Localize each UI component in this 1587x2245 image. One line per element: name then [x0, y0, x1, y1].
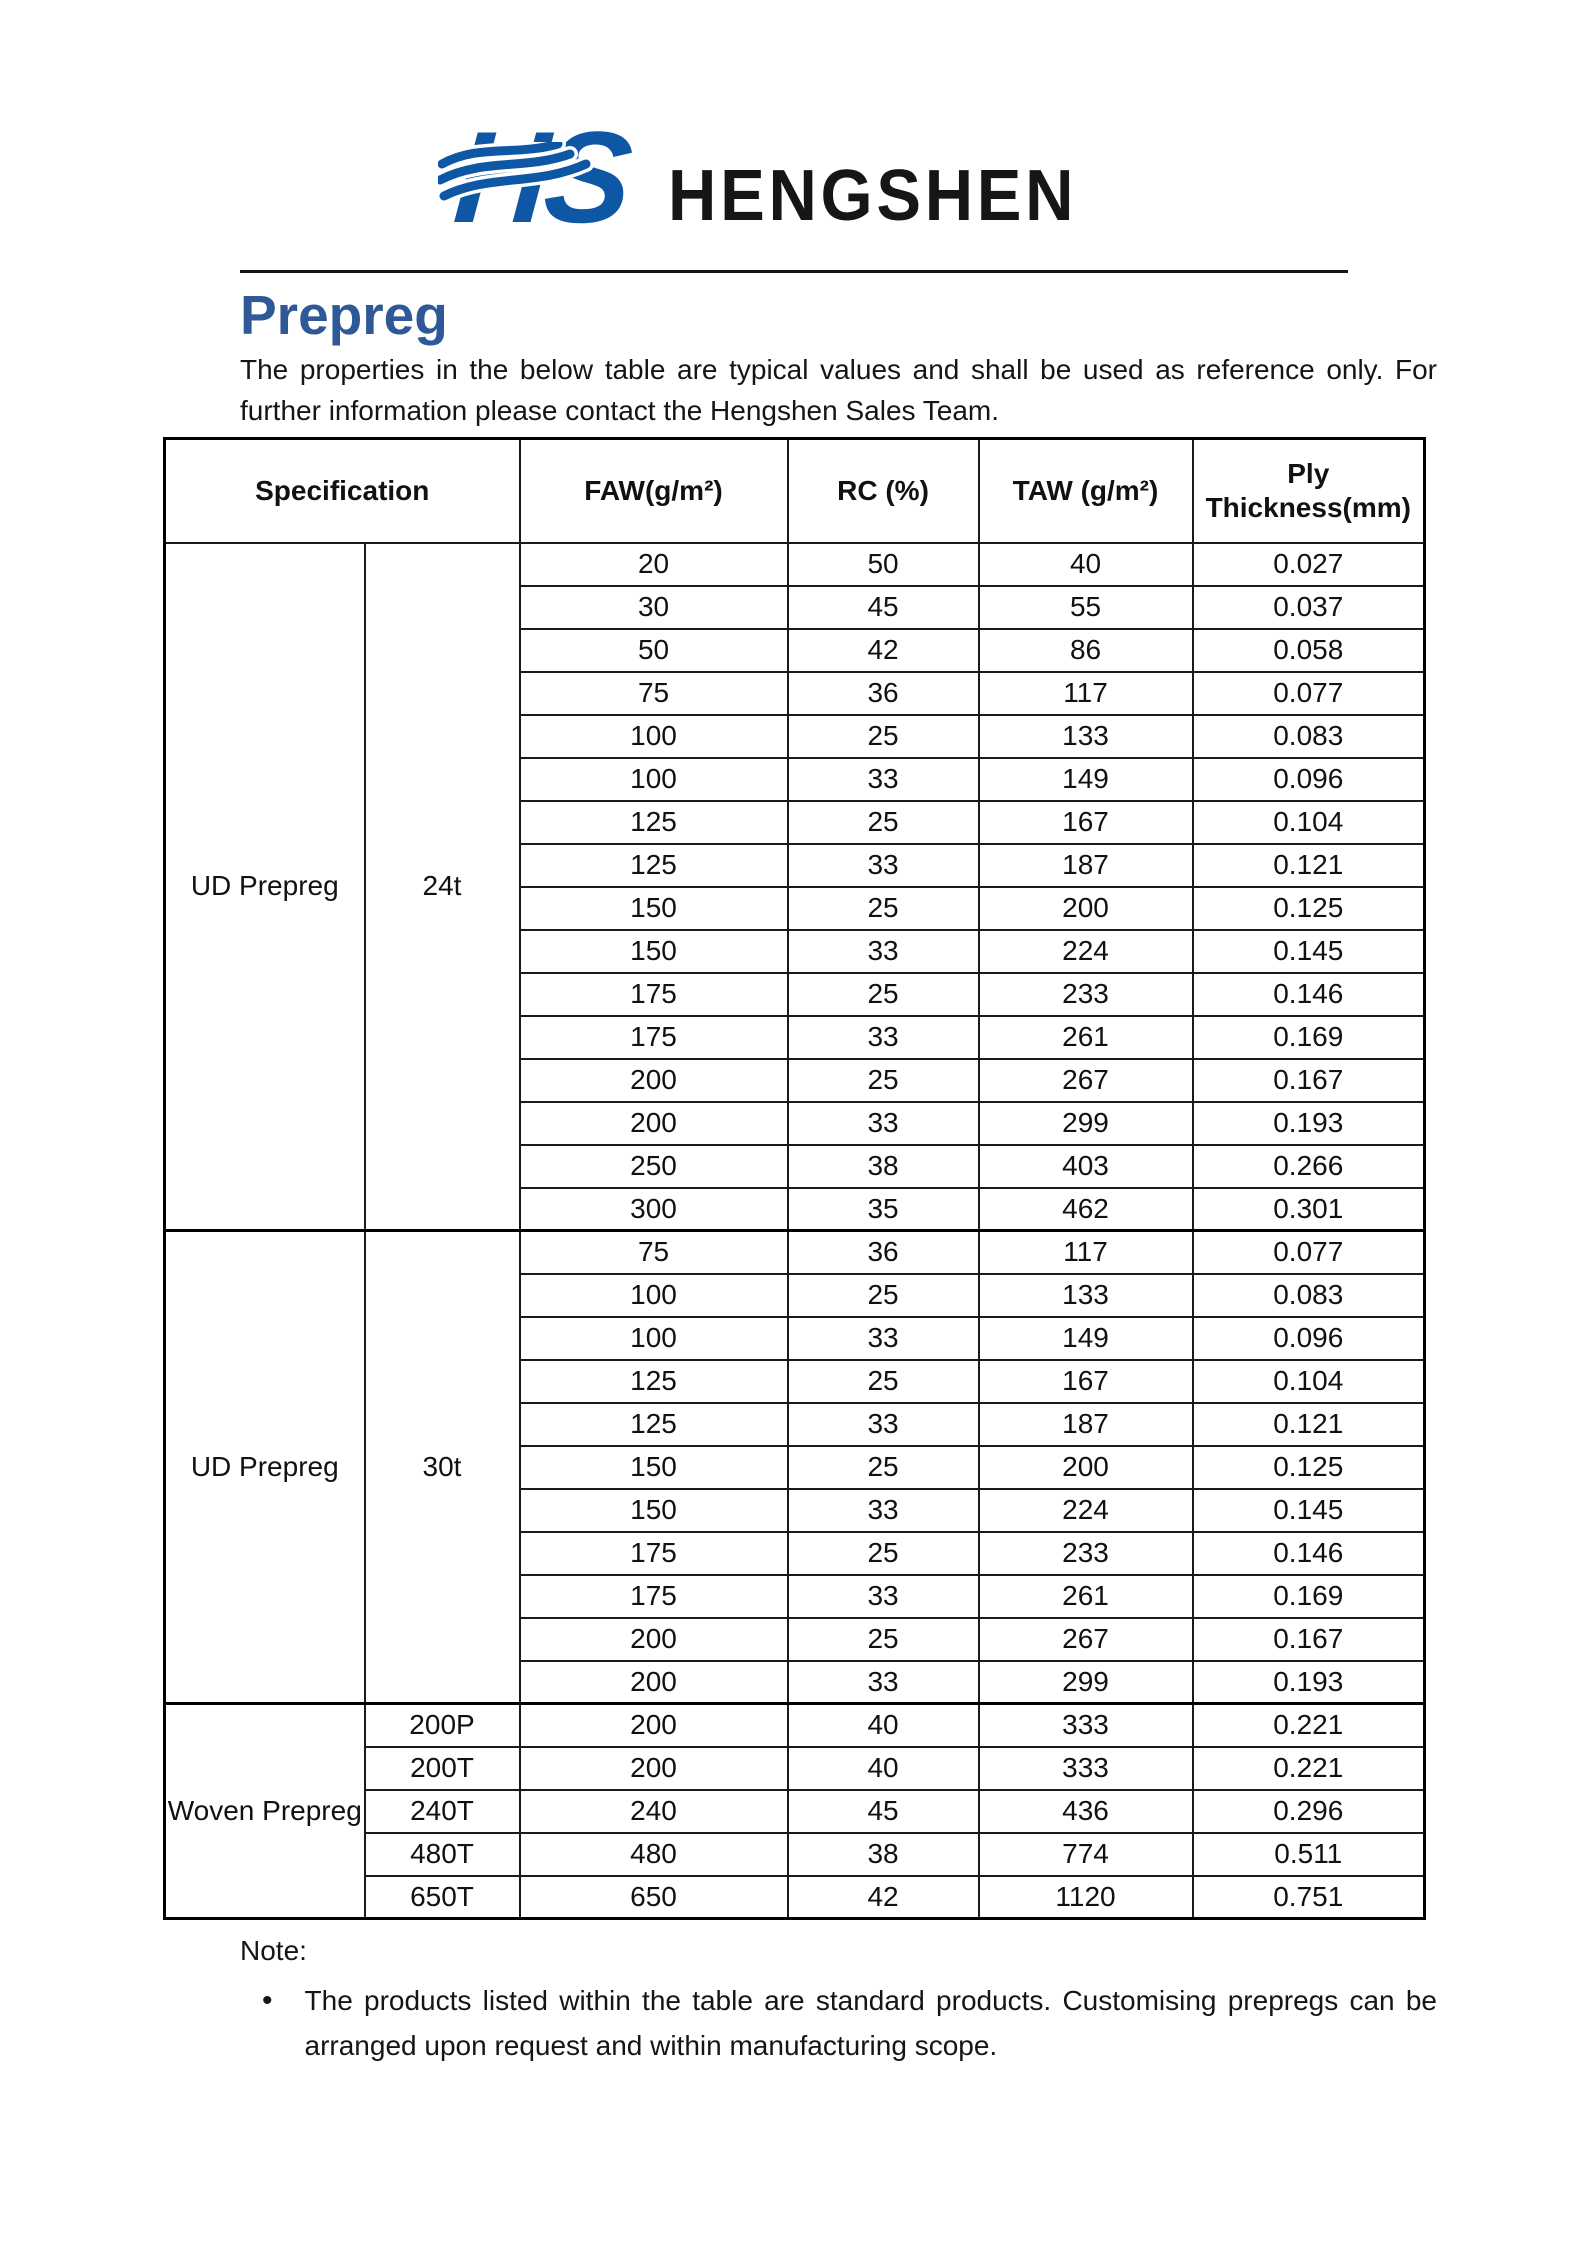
faw-cell: 200: [520, 1618, 788, 1661]
faw-cell: 75: [520, 1231, 788, 1274]
wave-swoosh-icon: [438, 142, 608, 202]
type-cell: 480T: [365, 1833, 520, 1876]
taw-cell: 167: [979, 1360, 1193, 1403]
rc-cell: 36: [788, 1231, 979, 1274]
faw-cell: 150: [520, 930, 788, 973]
rc-cell: 33: [788, 1403, 979, 1446]
taw-cell: 1120: [979, 1876, 1193, 1919]
ply-thickness-cell: 0.104: [1193, 1360, 1425, 1403]
rc-cell: 33: [788, 930, 979, 973]
faw-cell: 480: [520, 1833, 788, 1876]
taw-cell: 133: [979, 1274, 1193, 1317]
faw-cell: 100: [520, 715, 788, 758]
faw-cell: 150: [520, 887, 788, 930]
category-cell: UD Prepreg: [165, 1231, 365, 1704]
taw-cell: 149: [979, 758, 1193, 801]
ply-thickness-cell: 0.296: [1193, 1790, 1425, 1833]
rc-cell: 45: [788, 586, 979, 629]
faw-cell: 650: [520, 1876, 788, 1919]
faw-cell: 175: [520, 1532, 788, 1575]
rc-cell: 36: [788, 672, 979, 715]
taw-cell: 267: [979, 1059, 1193, 1102]
taw-cell: 40: [979, 543, 1193, 586]
column-header-ply: [1193, 439, 1425, 543]
ply-thickness-cell: 0.169: [1193, 1016, 1425, 1059]
taw-cell: 117: [979, 1231, 1193, 1274]
ply-thickness-cell: 0.145: [1193, 1489, 1425, 1532]
rc-cell: 42: [788, 629, 979, 672]
ply-thickness-cell: 0.027: [1193, 543, 1425, 586]
logo-wordmark: HENGSHEN: [668, 156, 1078, 236]
ply-thickness-cell: 0.221: [1193, 1704, 1425, 1747]
grade-cell: 30t: [365, 1231, 520, 1704]
type-cell: 200T: [365, 1747, 520, 1790]
rc-cell: 33: [788, 1661, 979, 1704]
faw-cell: 30: [520, 586, 788, 629]
rc-cell: 50: [788, 543, 979, 586]
header-rule: [240, 270, 1348, 273]
ply-thickness-cell: 0.146: [1193, 973, 1425, 1016]
ply-thickness-cell: 0.301: [1193, 1188, 1425, 1231]
taw-cell: 200: [979, 1446, 1193, 1489]
rc-cell: 25: [788, 1360, 979, 1403]
rc-cell: 25: [788, 801, 979, 844]
faw-cell: 200: [520, 1661, 788, 1704]
taw-cell: 55: [979, 586, 1193, 629]
faw-cell: 200: [520, 1747, 788, 1790]
taw-cell: 224: [979, 1489, 1193, 1532]
intro-line: further information please contact the Hengshen Sales Team.: [240, 395, 1000, 426]
ply-thickness-cell: 0.145: [1193, 930, 1425, 973]
faw-cell: 20: [520, 543, 788, 586]
taw-cell: 462: [979, 1188, 1193, 1231]
type-cell: 240T: [365, 1790, 520, 1833]
taw-cell: 167: [979, 801, 1193, 844]
taw-cell: 774: [979, 1833, 1193, 1876]
rc-cell: 25: [788, 1446, 979, 1489]
rc-cell: 33: [788, 844, 979, 887]
note-bullet-text: [305, 1978, 1437, 2068]
rc-cell: 25: [788, 973, 979, 1016]
faw-cell: 175: [520, 1016, 788, 1059]
category-cell: UD Prepreg: [165, 543, 365, 1231]
table-header: [165, 439, 1425, 543]
ply-thickness-cell: 0.193: [1193, 1661, 1425, 1704]
column-header-ply-line1: Ply: [1287, 457, 1330, 489]
faw-cell: 125: [520, 844, 788, 887]
rc-cell: 33: [788, 758, 979, 801]
ply-thickness-cell: 0.167: [1193, 1618, 1425, 1661]
column-header-faw: FAW(g/m²): [520, 439, 788, 543]
faw-cell: 250: [520, 1145, 788, 1188]
intro-paragraph: [240, 349, 1437, 431]
taw-cell: 133: [979, 715, 1193, 758]
taw-cell: 261: [979, 1016, 1193, 1059]
taw-cell: 267: [979, 1618, 1193, 1661]
taw-cell: 403: [979, 1145, 1193, 1188]
note-line: The products listed within the table are standard products. Customising prepregs can be: [304, 1985, 1437, 2016]
faw-cell: 175: [520, 1575, 788, 1618]
logo-hs-monogram: HS: [449, 104, 633, 250]
taw-cell: 86: [979, 629, 1193, 672]
note-label: Note:: [240, 1935, 307, 1966]
ply-thickness-cell: 0.096: [1193, 758, 1425, 801]
ply-thickness-cell: 0.193: [1193, 1102, 1425, 1145]
ply-thickness-cell: 0.121: [1193, 1403, 1425, 1446]
faw-cell: 75: [520, 672, 788, 715]
rc-cell: 25: [788, 1059, 979, 1102]
ply-thickness-cell: 0.104: [1193, 801, 1425, 844]
faw-cell: 300: [520, 1188, 788, 1231]
faw-cell: 175: [520, 973, 788, 1016]
rc-cell: 33: [788, 1317, 979, 1360]
rc-cell: 25: [788, 1532, 979, 1575]
ply-thickness-cell: 0.037: [1193, 586, 1425, 629]
rc-cell: 35: [788, 1188, 979, 1231]
faw-cell: 200: [520, 1059, 788, 1102]
ply-thickness-cell: 0.125: [1193, 887, 1425, 930]
ply-thickness-cell: 0.221: [1193, 1747, 1425, 1790]
category-cell: Woven Prepreg: [165, 1704, 365, 1919]
ply-thickness-cell: 0.083: [1193, 1274, 1425, 1317]
taw-cell: 261: [979, 1575, 1193, 1618]
rc-cell: 33: [788, 1102, 979, 1145]
note-line: arranged upon request and within manufacturing scope.: [304, 2030, 998, 2061]
faw-cell: 240: [520, 1790, 788, 1833]
taw-cell: 299: [979, 1102, 1193, 1145]
taw-cell: 149: [979, 1317, 1193, 1360]
faw-cell: 100: [520, 1274, 788, 1317]
grade-cell: 24t: [365, 543, 520, 1231]
taw-cell: 233: [979, 1532, 1193, 1575]
taw-cell: 224: [979, 930, 1193, 973]
table-row: [165, 543, 1425, 586]
faw-cell: 125: [520, 801, 788, 844]
column-header-rc: RC (%): [788, 439, 979, 543]
rc-cell: 40: [788, 1747, 979, 1790]
rc-cell: 33: [788, 1016, 979, 1059]
taw-cell: 436: [979, 1790, 1193, 1833]
table-row: [165, 1704, 1425, 1747]
rc-cell: 42: [788, 1876, 979, 1919]
column-header-taw: TAW (g/m²): [979, 439, 1193, 543]
ply-thickness-cell: 0.751: [1193, 1876, 1425, 1919]
taw-cell: 187: [979, 844, 1193, 887]
rc-cell: 45: [788, 1790, 979, 1833]
rc-cell: 25: [788, 1274, 979, 1317]
taw-cell: 333: [979, 1704, 1193, 1747]
column-header-ply-line2: Thickness(mm): [1205, 491, 1411, 523]
taw-cell: 187: [979, 1403, 1193, 1446]
faw-cell: 200: [520, 1102, 788, 1145]
ply-thickness-cell: 0.266: [1193, 1145, 1425, 1188]
faw-cell: 150: [520, 1446, 788, 1489]
taw-cell: 299: [979, 1661, 1193, 1704]
rc-cell: 25: [788, 887, 979, 930]
taw-cell: 200: [979, 887, 1193, 930]
rc-cell: 33: [788, 1489, 979, 1532]
ply-thickness-cell: 0.121: [1193, 844, 1425, 887]
ply-thickness-cell: 0.077: [1193, 1231, 1425, 1274]
taw-cell: 333: [979, 1747, 1193, 1790]
faw-cell: 100: [520, 758, 788, 801]
rc-cell: 38: [788, 1145, 979, 1188]
ply-thickness-cell: 0.146: [1193, 1532, 1425, 1575]
faw-cell: 150: [520, 1489, 788, 1532]
intro-line: The properties in the below table are typical values and shall be used as reference only. For: [240, 354, 1437, 385]
faw-cell: 125: [520, 1360, 788, 1403]
rc-cell: 25: [788, 1618, 979, 1661]
note-bullet-item: [262, 1978, 1437, 2068]
ply-thickness-cell: 0.167: [1193, 1059, 1425, 1102]
rc-cell: 25: [788, 715, 979, 758]
prepreg-spec-table: [163, 437, 1426, 1920]
ply-thickness-cell: 0.083: [1193, 715, 1425, 758]
ply-thickness-cell: 0.058: [1193, 629, 1425, 672]
type-cell: 650T: [365, 1876, 520, 1919]
faw-cell: 200: [520, 1704, 788, 1747]
taw-cell: 117: [979, 672, 1193, 715]
faw-cell: 100: [520, 1317, 788, 1360]
table-body: [165, 543, 1425, 1919]
ply-thickness-cell: 0.096: [1193, 1317, 1425, 1360]
column-header-specification: Specification: [165, 439, 520, 543]
bullet-icon: •: [262, 1984, 273, 2017]
ply-thickness-cell: 0.125: [1193, 1446, 1425, 1489]
taw-cell: 233: [979, 973, 1193, 1016]
ply-thickness-cell: 0.169: [1193, 1575, 1425, 1618]
type-cell: 200P: [365, 1704, 520, 1747]
faw-cell: 125: [520, 1403, 788, 1446]
ply-thickness-cell: 0.511: [1193, 1833, 1425, 1876]
page-title: Prepreg: [240, 284, 448, 346]
faw-cell: 50: [520, 629, 788, 672]
ply-thickness-cell: 0.077: [1193, 672, 1425, 715]
rc-cell: 40: [788, 1704, 979, 1747]
rc-cell: 38: [788, 1833, 979, 1876]
rc-cell: 33: [788, 1575, 979, 1618]
table-row: [165, 1231, 1425, 1274]
